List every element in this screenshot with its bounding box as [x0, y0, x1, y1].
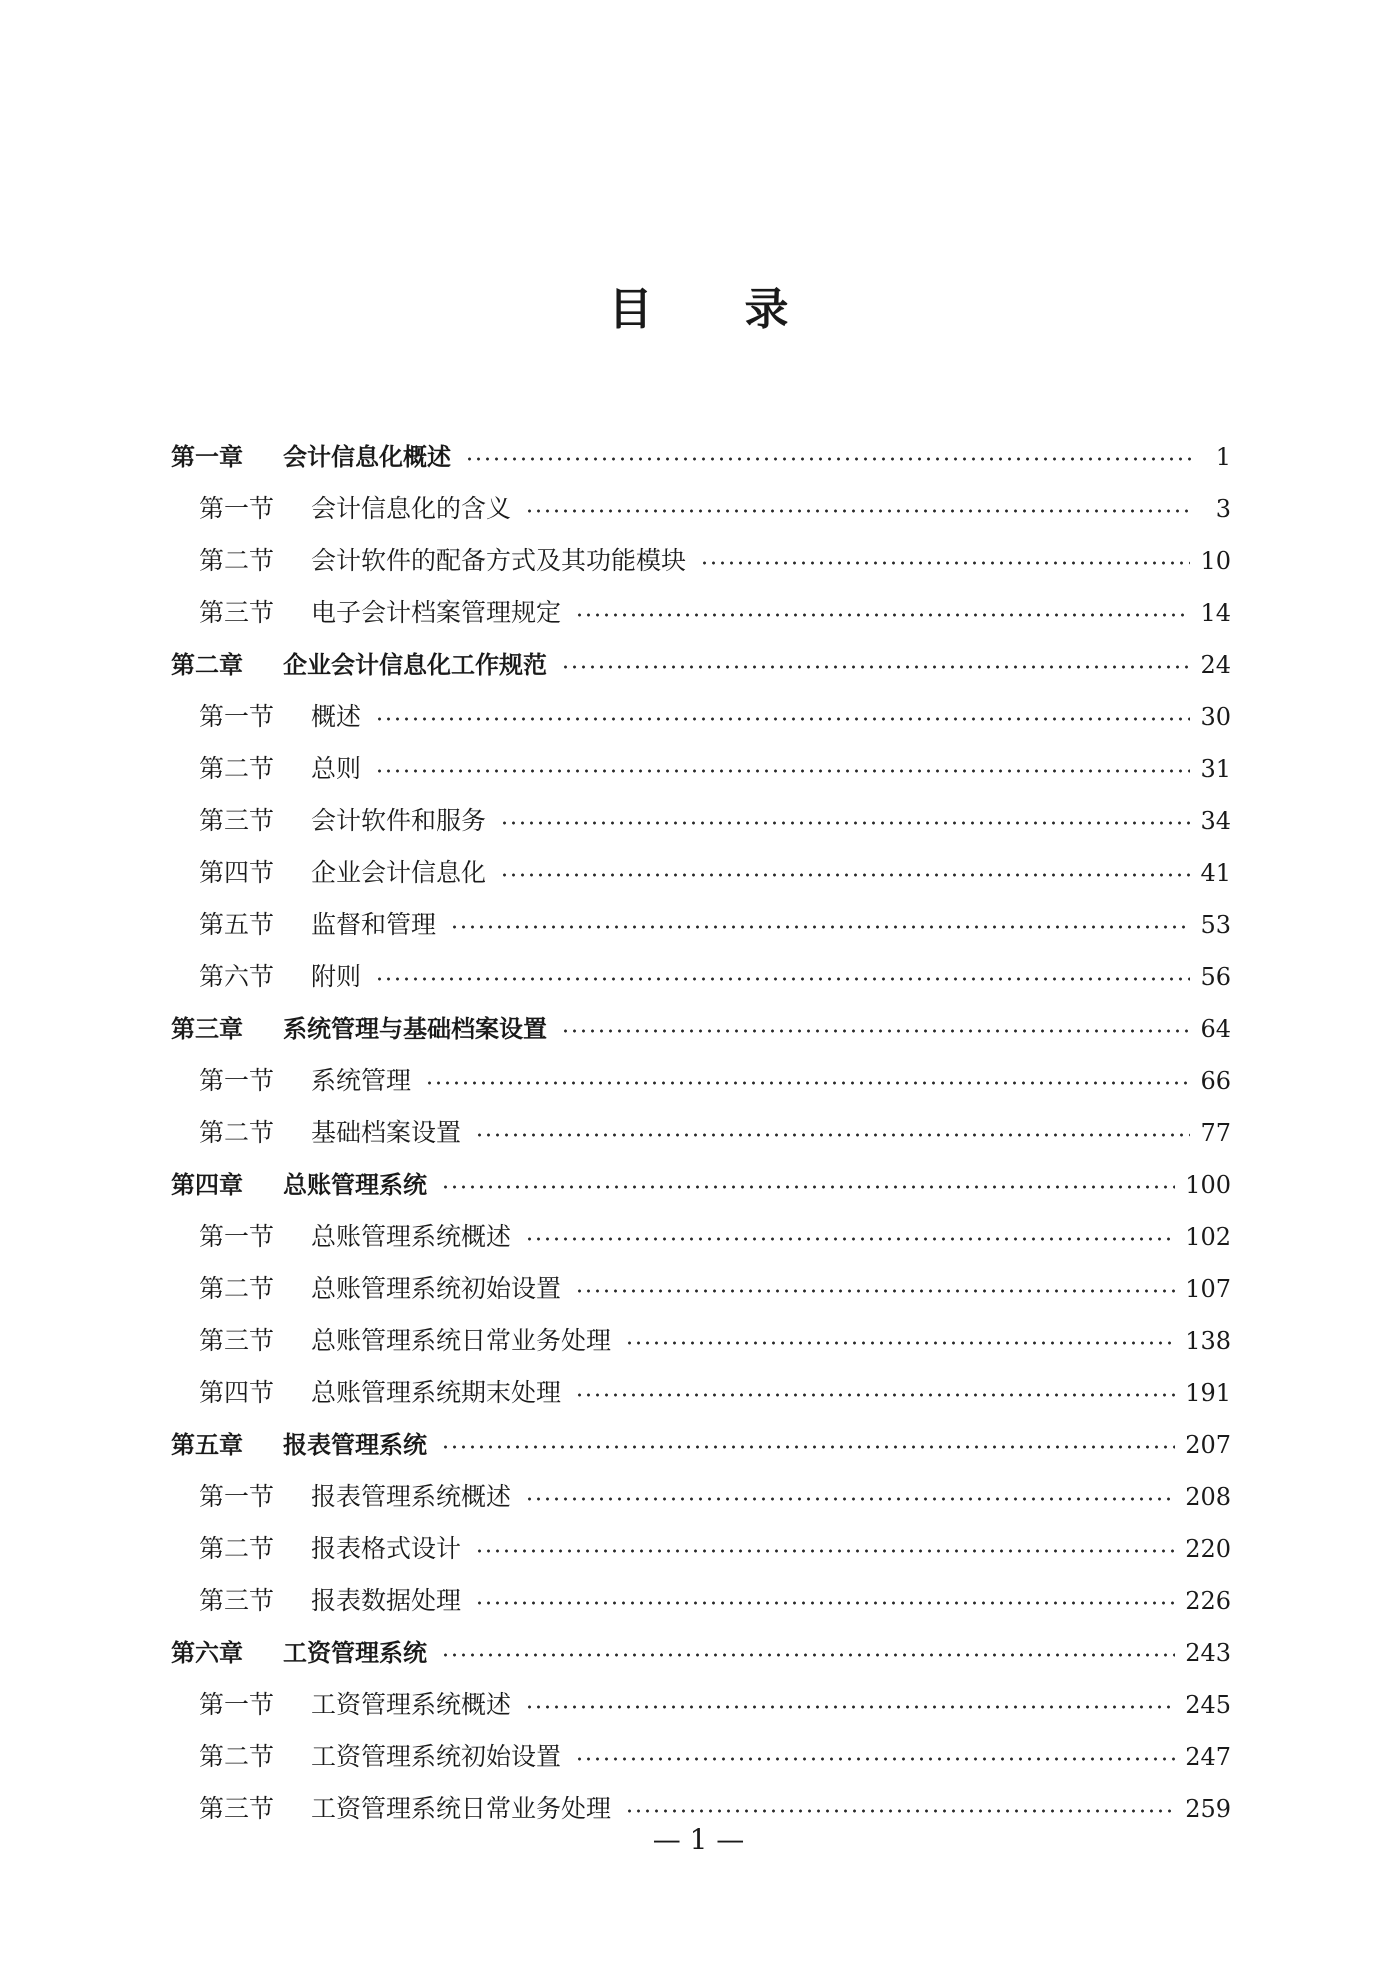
- dot-leader: [575, 1287, 1175, 1295]
- toc-entry-page-number: 24: [1200, 651, 1231, 679]
- toc-section-entry[interactable]: [171, 836, 1231, 888]
- toc-entry-label: 第六章: [171, 1639, 243, 1667]
- dot-leader: [475, 1547, 1175, 1555]
- toc-section-entry[interactable]: [171, 1096, 1231, 1148]
- dot-leader: [575, 1755, 1175, 1763]
- toc-section-entry[interactable]: [171, 1460, 1231, 1512]
- toc-entry-page-number: 191: [1185, 1379, 1231, 1407]
- dot-leader: [561, 1027, 1190, 1035]
- toc-section-entry[interactable]: [171, 1304, 1231, 1356]
- toc-entry-label: 第二节: [199, 546, 275, 575]
- toc-entry-label: 第三节: [199, 598, 275, 627]
- toc-entry-page-number: 77: [1200, 1119, 1231, 1147]
- toc-entry-heading: 电子会计档案管理规定: [311, 598, 562, 627]
- toc-entry-heading: 系统管理与基础档案设置: [283, 1015, 547, 1043]
- toc-title-char-2: 录: [744, 284, 789, 335]
- toc-entry-label: 第三节: [199, 1794, 275, 1823]
- toc-entry-page-number: 30: [1200, 703, 1231, 731]
- toc-entry-label: 第二节: [199, 754, 275, 783]
- toc-entry-page-number: 107: [1185, 1275, 1231, 1303]
- toc-entry-heading: 总账管理系统初始设置: [311, 1274, 562, 1303]
- toc-entry-heading: 总账管理系统期末处理: [311, 1378, 562, 1407]
- toc-section-entry[interactable]: [171, 1200, 1231, 1252]
- toc-entry-label: 第四节: [199, 1378, 275, 1407]
- dot-leader: [525, 1235, 1175, 1243]
- toc-entry-heading: 报表管理系统概述: [311, 1482, 512, 1511]
- toc-entry-heading: 总则: [311, 754, 362, 783]
- toc-section-entry[interactable]: [171, 1252, 1231, 1304]
- toc-entry-heading: 会计信息化概述: [283, 443, 451, 471]
- dot-leader: [525, 1495, 1175, 1503]
- toc-entry-page-number: 14: [1200, 599, 1231, 627]
- toc-entry-heading: 监督和管理: [311, 910, 437, 939]
- toc-entry-page-number: 41: [1200, 859, 1231, 887]
- toc-entry-page-number: 259: [1185, 1795, 1231, 1823]
- toc-entry-label: 第三节: [199, 1586, 275, 1615]
- toc-entry-label: 第三节: [199, 1326, 275, 1355]
- toc-entry-page-number: 31: [1200, 755, 1231, 783]
- toc-entry-label: 第四节: [199, 858, 275, 887]
- dot-leader: [375, 715, 1190, 723]
- toc-section-entry[interactable]: [171, 940, 1231, 992]
- toc-entry-page-number: 34: [1200, 807, 1231, 835]
- toc-entry-label: 第五节: [199, 910, 275, 939]
- dot-leader: [375, 767, 1190, 775]
- toc-section-entry[interactable]: [171, 472, 1231, 524]
- toc-entry-page-number: 207: [1185, 1431, 1231, 1459]
- dot-leader: [700, 559, 1190, 567]
- dot-leader: [575, 1391, 1175, 1399]
- toc-section-entry[interactable]: [171, 1772, 1231, 1824]
- dot-leader: [441, 1651, 1175, 1659]
- toc-entry-page-number: 226: [1185, 1587, 1231, 1615]
- dot-leader: [500, 819, 1190, 827]
- toc-entry-page-number: 3: [1215, 495, 1231, 523]
- dot-leader: [425, 1079, 1190, 1087]
- toc-chapter-entry[interactable]: [171, 992, 1231, 1044]
- toc-entry-label: 第五章: [171, 1431, 243, 1459]
- toc-entry-heading: 企业会计信息化工作规范: [283, 651, 547, 679]
- toc-entry-heading: 附则: [311, 962, 362, 991]
- toc-entry-label: 第一节: [199, 702, 275, 731]
- toc-entry-heading: 总账管理系统: [283, 1171, 427, 1199]
- toc-entry-page-number: 64: [1200, 1015, 1231, 1043]
- dot-leader: [525, 1703, 1175, 1711]
- toc-section-entry[interactable]: [171, 576, 1231, 628]
- toc-entry-label: 第三章: [171, 1015, 243, 1043]
- toc-entry-label: 第一章: [171, 443, 243, 471]
- toc-entry-page-number: 1: [1215, 443, 1231, 471]
- toc-entry-page-number: 66: [1200, 1067, 1231, 1095]
- dot-leader: [450, 923, 1190, 931]
- toc-section-entry[interactable]: [171, 732, 1231, 784]
- toc-entry-heading: 概述: [311, 702, 362, 731]
- toc-chapter-entry[interactable]: [171, 1616, 1231, 1668]
- dot-leader: [475, 1599, 1175, 1607]
- toc-title: [0, 280, 1397, 340]
- toc-entry-heading: 会计软件的配备方式及其功能模块: [311, 546, 687, 575]
- toc-entry-label: 第一节: [199, 1690, 275, 1719]
- dot-leader: [525, 507, 1191, 515]
- toc-entry-heading: 报表管理系统: [283, 1431, 427, 1459]
- toc-entry-heading: 基础档案设置: [311, 1118, 462, 1147]
- toc-entry-heading: 会计软件和服务: [311, 806, 487, 835]
- toc-entry-page-number: 245: [1185, 1691, 1231, 1719]
- toc-entry-page-number: 138: [1185, 1327, 1231, 1355]
- toc-entry-label: 第二节: [199, 1534, 275, 1563]
- toc-entry-heading: 工资管理系统初始设置: [311, 1742, 562, 1771]
- toc-entry-heading: 工资管理系统: [283, 1639, 427, 1667]
- toc-entry-page-number: 53: [1200, 911, 1231, 939]
- toc-entry-label: 第四章: [171, 1171, 243, 1199]
- toc-entry-label: 第二章: [171, 651, 243, 679]
- toc-entry-label: 第二节: [199, 1274, 275, 1303]
- dot-leader: [441, 1183, 1175, 1191]
- toc-entry-label: 第一节: [199, 494, 275, 523]
- dot-leader: [625, 1807, 1175, 1815]
- toc-entry-page-number: 220: [1185, 1535, 1231, 1563]
- toc-entry-page-number: 102: [1185, 1223, 1231, 1251]
- toc-entry-heading: 工资管理系统概述: [311, 1690, 512, 1719]
- toc-section-entry[interactable]: [171, 524, 1231, 576]
- toc-entry-heading: 工资管理系统日常业务处理: [311, 1794, 612, 1823]
- dot-leader: [575, 611, 1190, 619]
- toc-chapter-entry[interactable]: [171, 1408, 1231, 1460]
- toc-entry-page-number: 10: [1200, 547, 1231, 575]
- dot-leader: [465, 455, 1191, 463]
- toc-entry-label: 第一节: [199, 1066, 275, 1095]
- dot-leader: [375, 975, 1190, 983]
- toc-entry-heading: 企业会计信息化: [311, 858, 487, 887]
- toc-section-entry[interactable]: [171, 784, 1231, 836]
- table-of-contents: [171, 420, 1231, 1824]
- toc-entry-heading: 报表格式设计: [311, 1534, 462, 1563]
- toc-section-entry[interactable]: [171, 888, 1231, 940]
- dot-leader: [475, 1131, 1190, 1139]
- toc-section-entry[interactable]: [171, 1044, 1231, 1096]
- toc-section-entry[interactable]: [171, 1512, 1231, 1564]
- toc-section-entry[interactable]: [171, 1564, 1231, 1616]
- toc-entry-heading: 系统管理: [311, 1066, 412, 1095]
- toc-title-char-1: 目: [608, 284, 653, 335]
- toc-entry-heading: 会计信息化的含义: [311, 494, 512, 523]
- toc-entry-heading: 报表数据处理: [311, 1586, 462, 1615]
- toc-entry-heading: 总账管理系统日常业务处理: [311, 1326, 612, 1355]
- toc-entry-label: 第二节: [199, 1118, 275, 1147]
- toc-entry-label: 第一节: [199, 1482, 275, 1511]
- toc-chapter-entry[interactable]: [171, 628, 1231, 680]
- toc-entry-page-number: 56: [1200, 963, 1231, 991]
- toc-entry-heading: 总账管理系统概述: [311, 1222, 512, 1251]
- toc-entry-label: 第一节: [199, 1222, 275, 1251]
- toc-entry-label: 第三节: [199, 806, 275, 835]
- dot-leader: [500, 871, 1190, 879]
- toc-chapter-entry[interactable]: [171, 420, 1231, 472]
- toc-entry-page-number: 208: [1185, 1483, 1231, 1511]
- toc-entry-page-number: 247: [1185, 1743, 1231, 1771]
- toc-section-entry[interactable]: [171, 680, 1231, 732]
- toc-chapter-entry[interactable]: [171, 1148, 1231, 1200]
- page-number-footer: — 1 —: [652, 1823, 745, 1856]
- dot-leader: [561, 663, 1190, 671]
- toc-entry-page-number: 243: [1185, 1639, 1231, 1667]
- dot-leader: [441, 1443, 1175, 1451]
- toc-section-entry[interactable]: [171, 1356, 1231, 1408]
- toc-entry-page-number: 100: [1185, 1171, 1231, 1199]
- toc-entry-label: 第二节: [199, 1742, 275, 1771]
- toc-section-entry[interactable]: [171, 1668, 1231, 1720]
- dot-leader: [625, 1339, 1175, 1347]
- toc-section-entry[interactable]: [171, 1720, 1231, 1772]
- toc-entry-label: 第六节: [199, 962, 275, 991]
